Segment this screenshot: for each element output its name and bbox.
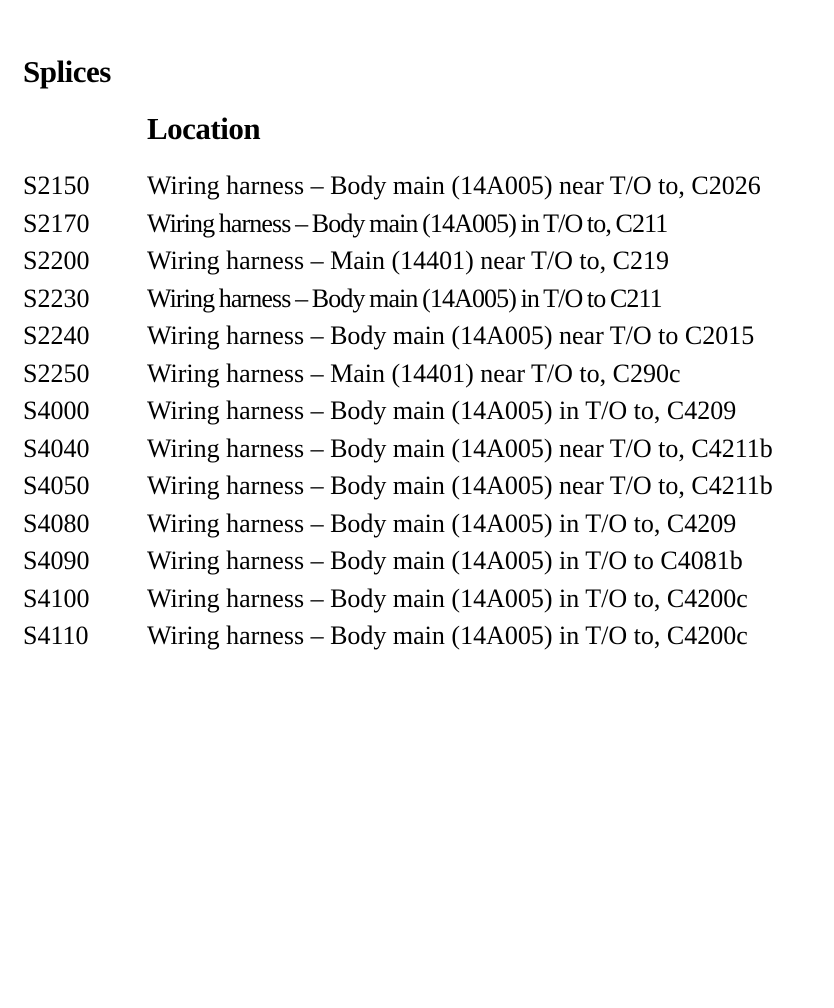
splice-location: Wiring harness – Body main (14A005) near T/O to, C2026 [147,171,761,200]
splice-location: Wiring harness – Body main (14A005) in T/O to, C4200c [147,583,748,613]
table-row [23,542,793,580]
splice-code: S2170 [23,208,90,238]
splice-code: S2200 [23,246,90,275]
splice-code: S2230 [23,283,90,313]
splice-location: Wiring harness – Body main (14A005) in T/O to, C4200c [147,621,748,650]
table-row [23,280,793,318]
splice-code: S4110 [23,621,89,650]
splice-location: Wiring harness – Main (14401) near T/O to, C290c [147,358,681,388]
splice-location: Wiring harness – Body main (14A005) in T/O to C211 [147,283,662,313]
splice-location: Wiring harness – Main (14401) near T/O to, C219 [147,246,669,275]
table-row [23,467,793,505]
splice-location: Wiring harness – Body main (14A005) in T/O to, C4209 [147,396,737,425]
table-row [23,617,793,655]
table-row [23,317,793,355]
location-column-header: Location [147,111,261,146]
splice-code: S4000 [23,396,90,425]
table-row [23,355,793,393]
table-row [23,505,793,543]
splice-code: S4090 [23,546,90,575]
splice-code: S2250 [23,358,90,388]
splice-table [23,167,793,655]
splice-code: S2150 [23,171,90,200]
splice-code: S2240 [23,321,90,350]
splice-code: S4050 [23,471,90,500]
table-row [23,205,793,243]
table-row [23,430,793,468]
splice-location: Wiring harness – Body main (14A005) near T/O to, C4211b [147,433,773,463]
splice-location: Wiring harness – Body main (14A005) in T/O to, C4209 [147,508,737,538]
page-title: Splices [23,54,111,89]
splice-location: Wiring harness – Body main (14A005) in T/O to, C211 [147,208,668,238]
table-row [23,392,793,430]
splice-location: Wiring harness – Body main (14A005) in T/O to C4081b [147,546,743,575]
splice-location: Wiring harness – Body main (14A005) near T/O to, C4211b [147,471,773,500]
splice-code: S4080 [23,508,90,538]
table-row [23,167,793,205]
splice-location: Wiring harness – Body main (14A005) near T/O to C2015 [147,321,755,350]
splice-code: S4100 [23,583,90,613]
table-row [23,242,793,280]
table-row [23,580,793,618]
splice-code: S4040 [23,433,90,463]
